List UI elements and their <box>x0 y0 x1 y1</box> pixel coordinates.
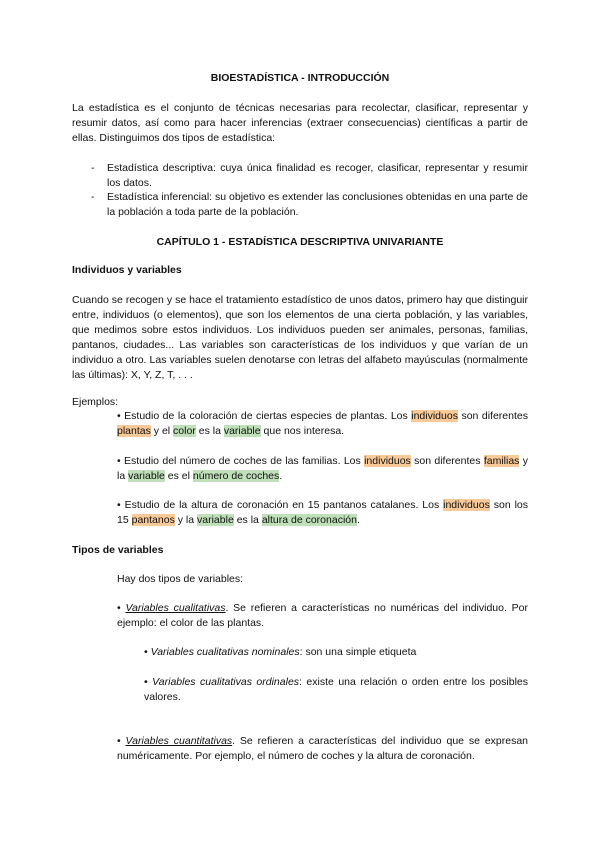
list-dash: - <box>91 162 95 174</box>
highlight-color: color <box>173 425 196 437</box>
item-ordinales: • Variables cualitativas ordinales: existe una relación o orden entre los posibles valores. <box>144 676 528 703</box>
intro-paragraph: La estadística es el conjunto de técnicas necesarias para recolectar, clasificar, representar y resumir datos, así como para hacer inferencias (extraer consecuencias) científicas a partir de ellas. Distinguimos dos tipos de estadística: <box>72 102 528 144</box>
highlight-individuos: individuos <box>364 455 411 467</box>
example-coches: • Estudio del número de coches de las familias. Los individuos son diferentes familias y la variable es el número de coches. <box>117 455 528 482</box>
list-dash: - <box>91 191 95 203</box>
highlight-plantas: plantas <box>117 425 151 437</box>
highlight-variable: variable <box>223 425 261 437</box>
term-nominales: Variables cualitativas nominales <box>150 646 300 658</box>
list-item-descriptiva: Estadística descriptiva: cuya única finalidad es recoger, clasificar, representar y resumir los datos. <box>107 162 528 189</box>
section-title-individuos: Individuos y variables <box>72 264 182 276</box>
item-nominales: • Variables cualitativas nominales: son una simple etiqueta <box>144 646 417 658</box>
term-ordinales: Variables cualitativas ordinales <box>152 676 300 688</box>
example-pantanos: • Estudio de la altura de coronación en 15 pantanos catalanes. Los individuos son los 15 pantanos y la variable es la altura de coronación. <box>117 499 528 526</box>
highlight-numero-coches: número de coches <box>192 470 280 482</box>
section-paragraph-individuos: Cuando se recogen y se hace el tratamiento estadístico de unos datos, primero hay que distinguir entre, individuos (o elementos), que son los elementos de una cierta población, y las variables, que medimos sobre estos individuos. Los individuos pueden ser animales, personas, familias, pantanos, ciudades... Las variables son características de los individuos y que varían de un individuo a otro. Las variables suelen denotarse con letras del alfabeto mayúsculas (normalmente las últimas): X, Y, Z, T, . . . <box>72 294 528 381</box>
highlight-variable: variable <box>128 470 165 482</box>
section-title-tipos: Tipos de variables <box>72 544 164 556</box>
item-cuantitativas: • Variables cuantitativas. Se refieren a características del individuo que se expresan numéricamente. Por ejemplo, el número de coches y la altura de coronación. <box>117 735 529 762</box>
term-cualitativas: Variables cualitativas <box>125 602 226 614</box>
highlight-variable: variable <box>197 514 234 526</box>
item-cualitativas: • Variables cualitativas. Se refieren a características no numéricas del individuo. Por ejemplo: el color de las plantas. <box>117 602 528 629</box>
document-title: BIOESTADÍSTICA - INTRODUCCIÓN <box>210 72 390 84</box>
examples-label: Ejemplos: <box>72 396 119 408</box>
two-types-line: Hay dos tipos de variables: <box>117 573 244 585</box>
term-cuantitativas: Variables cuantitativas <box>125 735 233 747</box>
highlight-altura-coronacion: altura de coronación <box>261 514 357 526</box>
list-item-inferencial: Estadística inferencial: su objetivo es extender las conclusiones obtenidas en una parte de la población a toda parte de la población. <box>107 191 528 218</box>
highlight-pantanos: pantanos <box>131 514 175 526</box>
chapter-title: CAPÍTULO 1 - ESTADÍSTICA DESCRIPTIVA UNIVARIANTE <box>156 236 444 248</box>
highlight-familias: familias <box>483 455 520 467</box>
example-plantas: • Estudio de la coloración de ciertas especies de plantas. Los individuos son diferentes plantas y el color es la variable que nos interesa. <box>117 410 528 437</box>
highlight-individuos: individuos <box>443 499 490 511</box>
highlight-individuos: individuos <box>411 410 458 422</box>
